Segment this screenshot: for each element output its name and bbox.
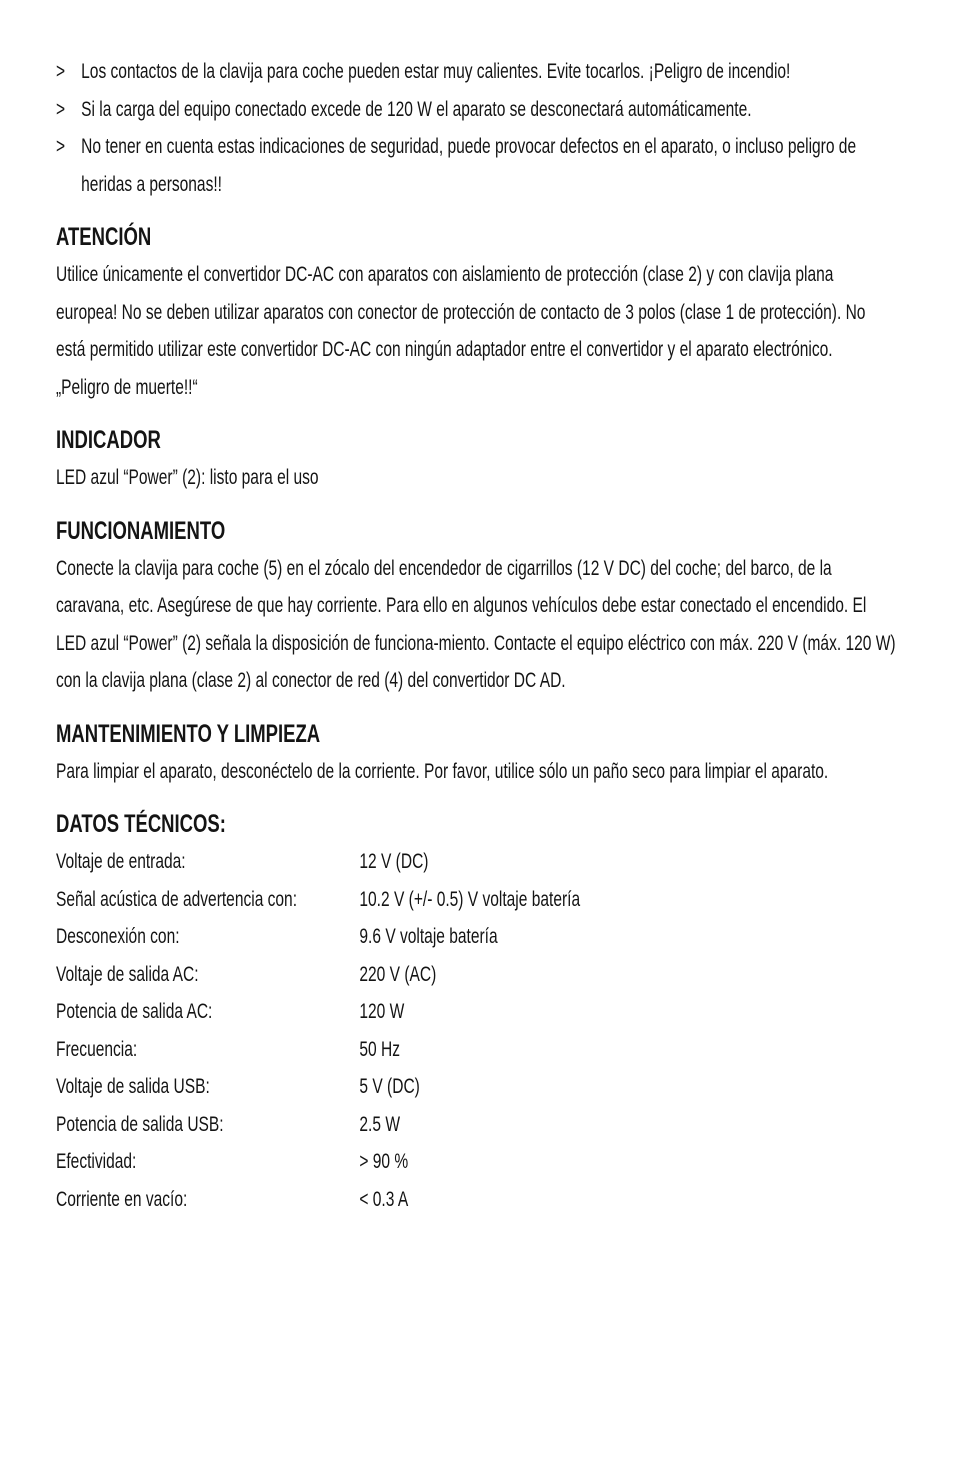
spec-label: Voltaje de entrada: <box>56 850 186 873</box>
spec-label: Efectividad: <box>56 1150 137 1173</box>
section-heading-mantenimiento: MANTENIMIENTO Y LIMPIEZA <box>56 719 321 748</box>
table-row <box>56 993 896 1031</box>
bullet-text: Si la carga del equipo conectado excede de 120 W el aparato se desconectará automáticamente. <box>81 97 752 121</box>
spec-value: 120 W <box>359 1000 405 1023</box>
table-row <box>56 1031 896 1069</box>
bullet-marker: > <box>56 135 66 158</box>
table-row <box>56 1106 896 1144</box>
section-heading-atencion: ATENCIÓN <box>56 223 152 251</box>
spec-value: 50 Hz <box>359 1037 400 1061</box>
bullet-text: Los contactos de la clavija para coche pueden estar muy calientes. Evite tocarlos. ¡Peligro de incendio! <box>81 60 791 83</box>
spec-label: Corriente en vacío: <box>56 1187 188 1211</box>
bullet-marker: > <box>56 60 66 83</box>
spec-label: Potencia de salida USB: <box>56 1112 224 1136</box>
section-heading-funcionamiento: FUNCIONAMIENTO <box>56 516 226 545</box>
bullet-text: No tener en cuenta estas indicaciones de seguridad, puede provocar defectos en el aparato, o incluso peligro de heridas a personas!! <box>81 135 857 196</box>
spec-value: > 90 % <box>359 1150 409 1173</box>
spec-label: Potencia de salida AC: <box>56 1000 213 1023</box>
spec-value: 5 V (DC) <box>359 1075 420 1098</box>
table-row <box>56 918 896 956</box>
spec-value: 12 V (DC) <box>359 850 429 873</box>
spec-value: < 0.3 A <box>359 1187 409 1211</box>
mantenimiento-text: Para limpiar el aparato, desconéctelo de la corriente. Por favor, utilice sólo un paño seco para limpiar el aparato. <box>56 759 829 783</box>
safety-bullet <box>56 128 896 203</box>
table-row <box>56 1181 896 1219</box>
funcionamiento-text: Conecte la clavija para coche (5) en el zócalo del encendedor de cigarrillos (12 V DC) del coche; del barco, de la caravana, etc. Asegúrese de que hay corriente. Para ello en algunos vehículos debe estar conectado el encendido. El LED azul “Power” (2) señala la disposición de funciona-miento. Contacte el equipo eléctrico con máx. 220 V (máx. 120 W) con la clavija plana (clase 2) al conector de red (4) del convertidor DC AD. <box>56 556 896 692</box>
document-body <box>56 53 896 1218</box>
indicador-text: LED azul “Power” (2): listo para el uso <box>56 466 319 489</box>
spec-label: Desconexión con: <box>56 925 180 948</box>
section-funcionamiento <box>56 512 896 700</box>
spec-label: Señal acústica de advertencia con: <box>56 887 298 911</box>
safety-bullet-list <box>56 53 896 203</box>
spec-value: 9.6 V voltaje batería <box>359 925 498 948</box>
section-mantenimiento <box>56 715 896 791</box>
table-row <box>56 1143 896 1181</box>
atencion-text: Utilice únicamente el convertidor DC-AC con aparatos con aislamiento de protección (clase 2) y con clavija plana europea! No se deben utilizar aparatos con conector de protección de contacto de 3 polos (clase 1 de protección). No está permitido utilizar este convertidor DC-AC con ningún adaptador entre el convertidor y el aparato electrónico. <box>56 263 866 361</box>
section-atencion <box>56 218 896 406</box>
table-row <box>56 1068 896 1106</box>
table-row <box>56 843 896 881</box>
table-row <box>56 881 896 919</box>
safety-bullet <box>56 91 896 129</box>
spec-value: 10.2 V (+/- 0.5) V voltaje batería <box>359 887 581 911</box>
document-page <box>56 53 896 1218</box>
bullet-marker: > <box>56 97 66 121</box>
table-row <box>56 956 896 994</box>
section-indicador <box>56 421 896 497</box>
atencion-warning: „Peligro de muerte!!“ <box>56 375 198 399</box>
spec-label: Voltaje de salida AC: <box>56 962 199 986</box>
safety-bullet <box>56 53 896 91</box>
specs-table <box>56 843 896 1218</box>
spec-label: Frecuencia: <box>56 1037 138 1061</box>
spec-value: 2.5 W <box>359 1112 400 1136</box>
spec-label: Voltaje de salida USB: <box>56 1075 210 1098</box>
section-heading-datos-tecnicos: DATOS TÉCNICOS: <box>56 810 226 838</box>
section-datos-tecnicos <box>56 805 896 1218</box>
spec-value: 220 V (AC) <box>359 962 437 986</box>
section-heading-indicador: INDICADOR <box>56 426 161 454</box>
